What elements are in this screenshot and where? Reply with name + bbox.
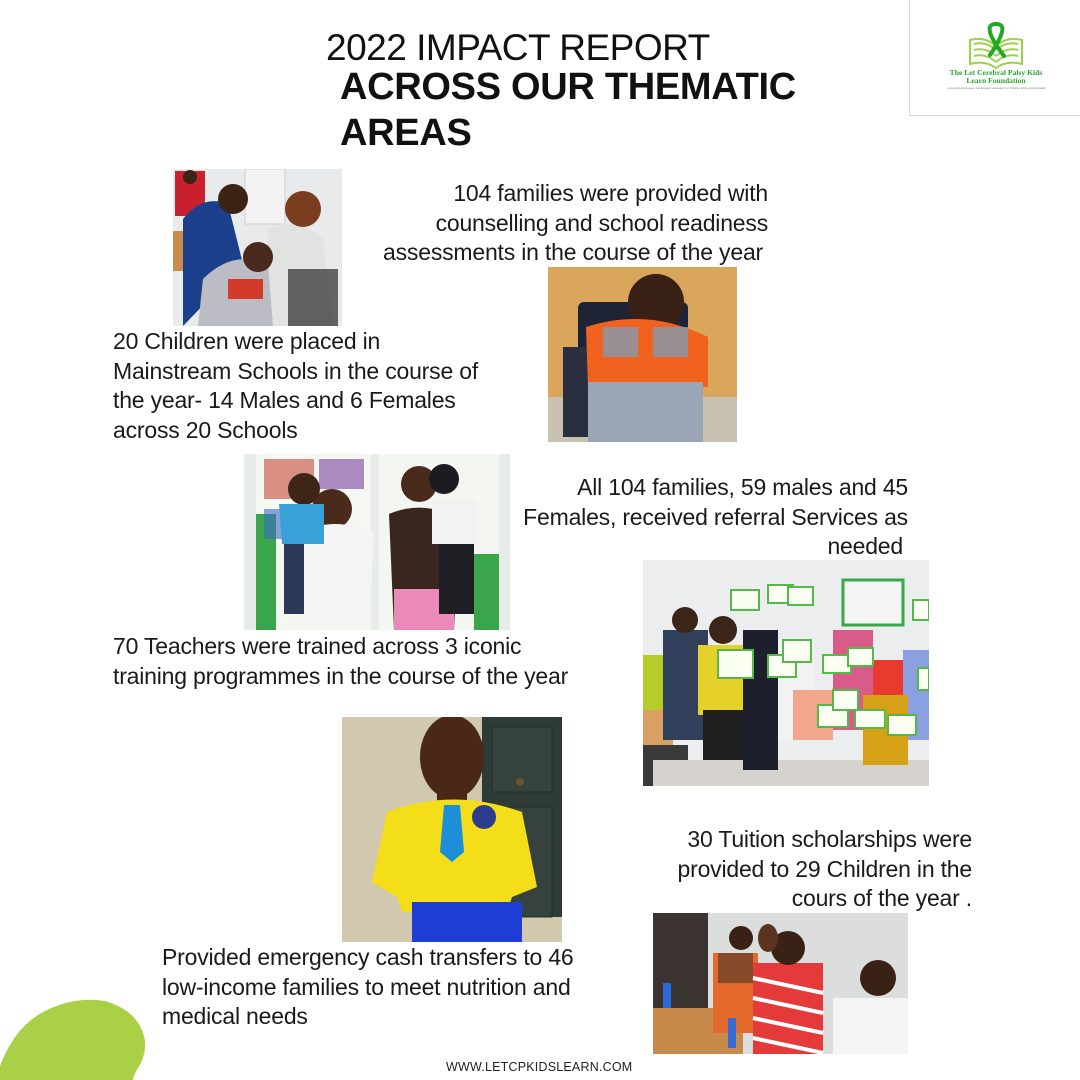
- text-line: 70 Teachers were trained across 3 iconic: [113, 633, 522, 659]
- green-ribbon-book-icon: [910, 0, 1080, 117]
- website-url[interactable]: WWW.LETCPKIDSLEARN.COM: [446, 1060, 633, 1074]
- text-line: across 20 Schools: [113, 416, 298, 443]
- text-line: low-income families to meet nutrition and: [162, 973, 571, 1000]
- text-line: counselling and school readiness: [435, 209, 768, 236]
- text-line: provided to 29 Children in the: [677, 855, 972, 882]
- photo-mothers-children: [244, 454, 510, 630]
- text-line: cours of the year .: [791, 885, 972, 911]
- text-line: assessments in the course of the year: [383, 239, 763, 265]
- text-line: needed: [827, 533, 903, 559]
- text-line: 20 Children were placed in: [113, 328, 381, 354]
- highlight-teacher-training: [113, 632, 633, 691]
- page-title: ACROSS OUR THEMATIC AREAS: [340, 66, 796, 154]
- text-line: Females, received referral Services as: [523, 503, 908, 530]
- foundation-tagline: ...promoting inclusive mainstream education for children with cerebral palsy: [946, 86, 1046, 90]
- text-line: Provided emergency cash transfers to 46: [162, 944, 574, 970]
- text-line: All 104 families, 59 males and 45: [577, 474, 908, 500]
- text-line: medical needs: [162, 1003, 308, 1029]
- highlight-counselling: [340, 179, 768, 268]
- highlight-referrals: [480, 473, 908, 562]
- foundation-logo: [909, 0, 1080, 116]
- foundation-name: [910, 69, 1080, 85]
- text-line: 104 families were provided with: [453, 180, 768, 206]
- photo-boy-wheelchair: [548, 267, 737, 442]
- foundation-name-line1: The Let Cerebral Palsy Kids: [949, 68, 1043, 77]
- photo-counselling-session: [173, 169, 342, 326]
- foundation-name-line2: Learn Foundation: [966, 76, 1026, 85]
- highlight-scholarships: [620, 825, 972, 914]
- photo-teachers-certificates: [643, 560, 929, 786]
- report-year-title: 2022 IMPACT REPORT: [326, 27, 710, 68]
- highlight-cash-transfers: [162, 943, 642, 1032]
- text-line: training programmes in the course of the year: [113, 662, 569, 689]
- text-line: Mainstream Schools in the course of: [113, 357, 479, 384]
- decorative-green-blob: [0, 996, 150, 1080]
- photo-boy-school-uniform: [342, 717, 562, 942]
- highlight-placements: [113, 327, 533, 445]
- text-line: the year- 14 Males and 6 Females: [113, 387, 456, 413]
- text-line: 30 Tuition scholarships were: [687, 826, 972, 852]
- photo-women-clapping: [653, 913, 908, 1054]
